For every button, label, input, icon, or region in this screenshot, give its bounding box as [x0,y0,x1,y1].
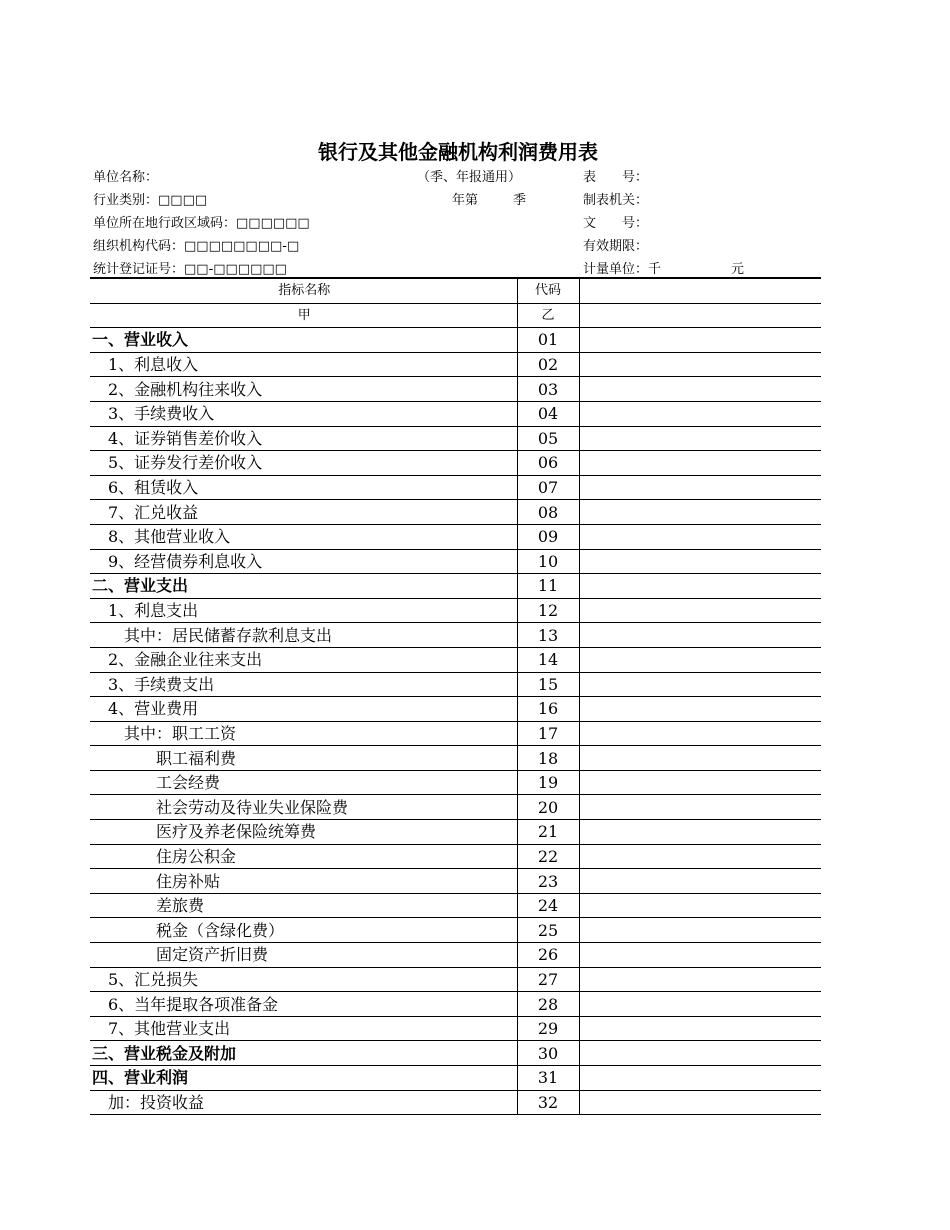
row-code: 01 [517,328,579,353]
table-row [90,820,821,845]
row-value-cell[interactable] [579,401,821,426]
table-row [90,1041,821,1066]
row-code: 29 [517,1016,579,1041]
table-row [90,943,821,968]
row-code: 14 [517,647,579,672]
row-indicator-name: 住房公积金 [90,844,517,869]
row-indicator-name: 工会经费 [90,770,517,795]
row-code: 22 [517,844,579,869]
table-row [90,869,821,894]
measure-unit-currency: 元 [731,262,745,277]
row-indicator-name: 四、营业利润 [90,1066,517,1091]
unit-name-label: 单位名称： [93,170,159,185]
row-code: 21 [517,820,579,845]
row-code: 11 [517,574,579,599]
table-row [90,377,821,402]
industry-label: 行业类别：□□□□ [93,193,208,208]
table-row [90,451,821,476]
profit-expense-table [90,279,821,1115]
table-row [90,893,821,918]
row-value-cell[interactable] [579,426,821,451]
row-value-cell[interactable] [579,967,821,992]
table-row [90,500,821,525]
row-value-cell[interactable] [579,992,821,1017]
table-row [90,401,821,426]
org-code-label: 组织机构代码：□□□□□□□□-□ [93,239,300,254]
row-value-cell[interactable] [579,1066,821,1091]
row-value-cell[interactable] [579,377,821,402]
row-indicator-name: 5、证券发行差价收入 [90,451,517,476]
row-indicator-name: 2、金融企业往来支出 [90,647,517,672]
year-label: 年第 [452,193,479,208]
row-value-cell[interactable] [579,795,821,820]
row-code: 18 [517,746,579,771]
row-code: 23 [517,869,579,894]
row-code: 07 [517,475,579,500]
column-header-code: 代码 [517,279,579,303]
row-indicator-name: 税金（含绿化费） [90,918,517,943]
form-title: 银行及其他金融机构利润费用表 [318,140,598,164]
row-indicator-name: 社会劳动及待业失业保险费 [90,795,517,820]
row-value-cell[interactable] [579,943,821,968]
table-row [90,352,821,377]
row-value-cell[interactable] [579,1090,821,1115]
form-number-label: 表 号： [583,170,649,185]
row-code: 12 [517,598,579,623]
row-indicator-name: 4、营业费用 [90,697,517,722]
row-code: 32 [517,1090,579,1115]
table-row [90,1016,821,1041]
issuer-label: 制表机关： [583,193,649,208]
row-code: 16 [517,697,579,722]
row-indicator-name: 4、证券销售差价收入 [90,426,517,451]
period-note: （季、年报通用） [417,170,522,185]
row-value-cell[interactable] [579,746,821,771]
row-value-cell[interactable] [579,451,821,476]
row-code: 20 [517,795,579,820]
table-row [90,697,821,722]
row-value-cell[interactable] [579,918,821,943]
table-row [90,426,821,451]
table-row [90,992,821,1017]
validity-label: 有效期限： [583,239,649,254]
table-row [90,328,821,353]
table-row [90,574,821,599]
row-code: 30 [517,1041,579,1066]
row-indicator-name: 6、租赁收入 [90,475,517,500]
table-subheader-row [90,303,821,328]
subheader-value [579,303,821,328]
table-row [90,746,821,771]
row-indicator-name: 6、当年提取各项准备金 [90,992,517,1017]
row-value-cell[interactable] [579,549,821,574]
row-value-cell[interactable] [579,623,821,648]
row-code: 15 [517,672,579,697]
row-code: 10 [517,549,579,574]
table-row [90,918,821,943]
row-code: 27 [517,967,579,992]
table-row [90,549,821,574]
row-indicator-name: 其中：职工工资 [90,721,517,746]
row-code: 25 [517,918,579,943]
table-row [90,1090,821,1115]
row-value-cell[interactable] [579,770,821,795]
row-indicator-name: 一、营业收入 [90,328,517,353]
row-value-cell[interactable] [579,574,821,599]
region-code-label: 单位所在地行政区域码：□□□□□□ [93,216,310,231]
row-code: 02 [517,352,579,377]
row-value-cell[interactable] [579,844,821,869]
row-indicator-name: 固定资产折旧费 [90,943,517,968]
table-row [90,770,821,795]
row-code: 24 [517,893,579,918]
row-indicator-name: 差旅费 [90,893,517,918]
row-code: 09 [517,524,579,549]
row-code: 06 [517,451,579,476]
table-row [90,647,821,672]
row-code: 08 [517,500,579,525]
table-row [90,721,821,746]
table-row [90,967,821,992]
row-value-cell[interactable] [579,697,821,722]
table-row [90,844,821,869]
row-code: 13 [517,623,579,648]
row-value-cell[interactable] [579,1016,821,1041]
row-indicator-name: 1、利息收入 [90,352,517,377]
row-code: 19 [517,770,579,795]
row-value-cell[interactable] [579,500,821,525]
row-indicator-name: 其中：居民储蓄存款利息支出 [90,623,517,648]
table-row [90,1066,821,1091]
row-indicator-name: 二、营业支出 [90,574,517,599]
row-value-cell[interactable] [579,869,821,894]
quarter-label: 季 [513,193,527,208]
table-row [90,598,821,623]
row-value-cell[interactable] [579,721,821,746]
row-indicator-name: 职工福利费 [90,746,517,771]
row-value-cell[interactable] [579,647,821,672]
row-value-cell[interactable] [579,475,821,500]
table-row [90,524,821,549]
row-indicator-name: 1、利息支出 [90,598,517,623]
measure-unit-label: 计量单位：千 [583,262,662,277]
row-indicator-name: 3、手续费收入 [90,401,517,426]
row-code: 31 [517,1066,579,1091]
column-header-name: 指标名称 [90,279,517,303]
row-value-cell[interactable] [579,672,821,697]
row-value-cell[interactable] [579,1041,821,1066]
row-code: 05 [517,426,579,451]
table-header-row [90,279,821,303]
row-indicator-name: 7、汇兑收益 [90,500,517,525]
table-row [90,623,821,648]
row-indicator-name: 住房补贴 [90,869,517,894]
table-row [90,475,821,500]
row-value-cell[interactable] [579,893,821,918]
row-indicator-name: 三、营业税金及附加 [90,1041,517,1066]
row-indicator-name: 2、金融机构往来收入 [90,377,517,402]
row-code: 28 [517,992,579,1017]
column-header-value [579,279,821,303]
row-value-cell[interactable] [579,352,821,377]
row-code: 26 [517,943,579,968]
row-code: 03 [517,377,579,402]
row-indicator-name: 7、其他营业支出 [90,1016,517,1041]
subheader-name: 甲 [90,303,517,328]
row-code: 17 [517,721,579,746]
row-value-cell[interactable] [579,598,821,623]
row-value-cell[interactable] [579,820,821,845]
stat-reg-label: 统计登记证号：□□-□□□□□□ [93,262,287,277]
row-code: 04 [517,401,579,426]
table-row [90,795,821,820]
row-indicator-name: 加：投资收益 [90,1090,517,1115]
subheader-code: 乙 [517,303,579,328]
table-row [90,672,821,697]
document-number-label: 文 号： [583,216,649,231]
row-indicator-name: 医疗及养老保险统筹费 [90,820,517,845]
row-value-cell[interactable] [579,328,821,353]
row-indicator-name: 5、汇兑损失 [90,967,517,992]
row-indicator-name: 3、手续费支出 [90,672,517,697]
row-indicator-name: 9、经营债券利息收入 [90,549,517,574]
row-indicator-name: 8、其他营业收入 [90,524,517,549]
row-value-cell[interactable] [579,524,821,549]
